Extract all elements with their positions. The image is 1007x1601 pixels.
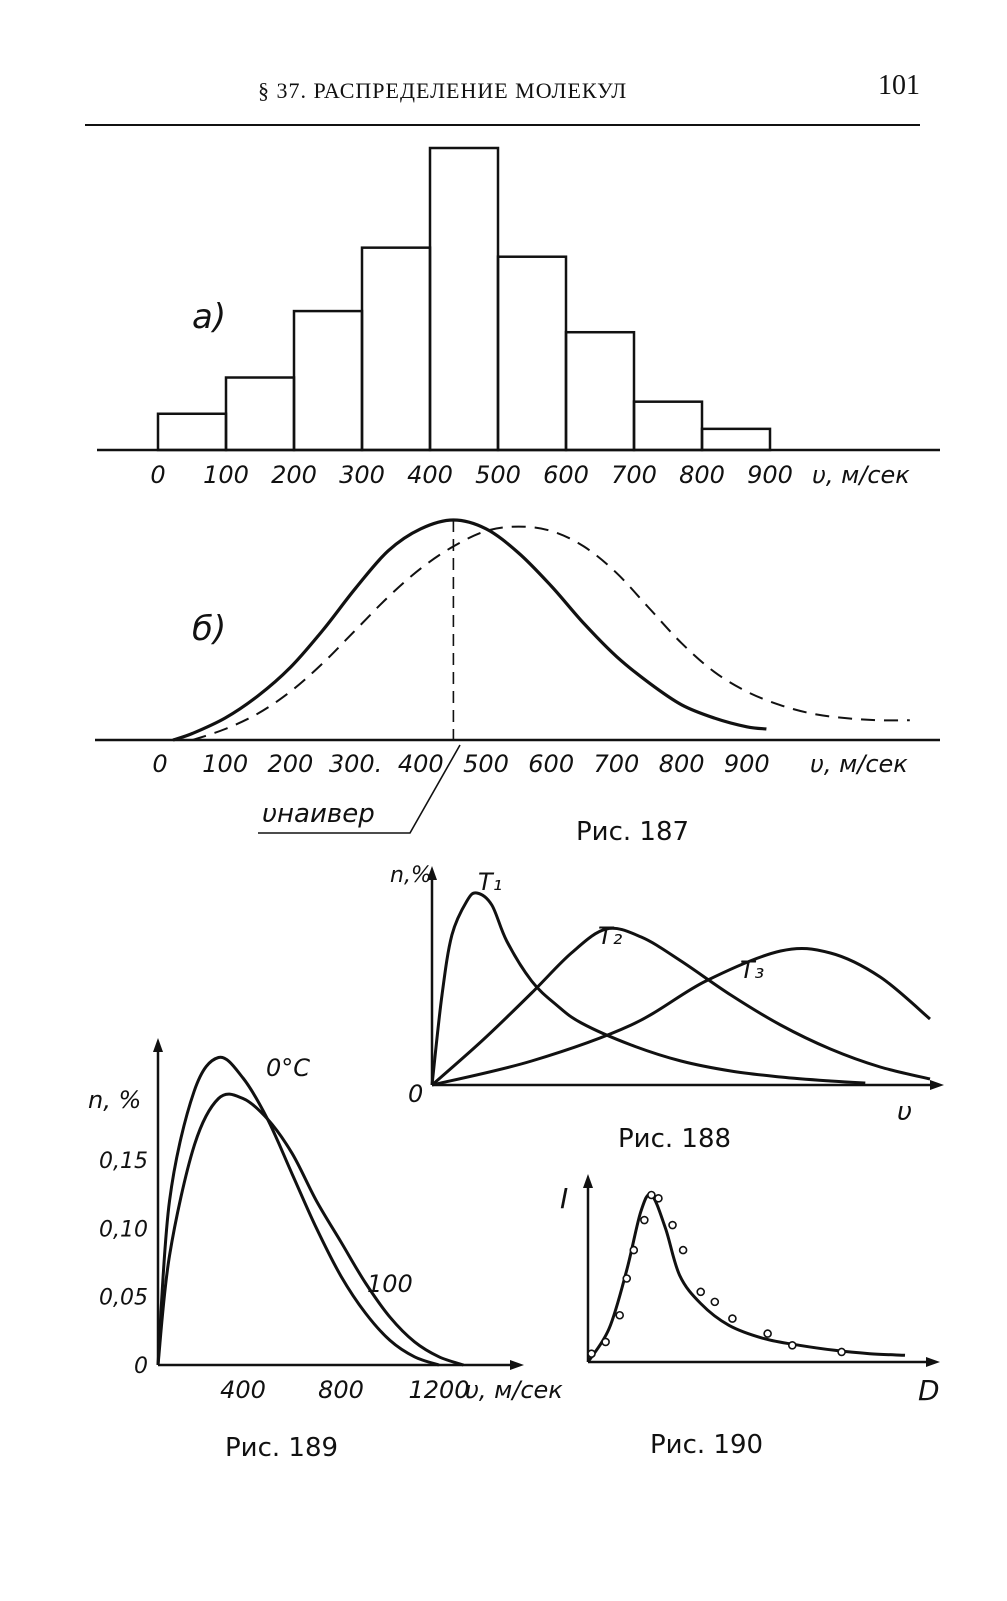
fig189-tick-label: 0,10 — [99, 1217, 148, 1243]
fig190-y-label: I — [560, 1182, 569, 1215]
fig188-curve — [432, 893, 865, 1085]
fig190-curve — [588, 1194, 905, 1362]
fig188-series-label: T₂ — [598, 922, 623, 950]
fig190-data-point — [616, 1312, 623, 1319]
fig189-tick-label: 0,05 — [99, 1285, 148, 1311]
fig187b-tick-label: 700 — [593, 750, 640, 778]
fig187b-curve-solid — [173, 520, 766, 740]
fig187a-tick-label: 500 — [475, 461, 521, 489]
fig187a-bar — [226, 378, 294, 450]
fig190-data-point — [630, 1247, 637, 1254]
figure-188-caption: Рис. 188 — [618, 1124, 732, 1154]
running-header-title: § 37. РАСПРЕДЕЛЕНИЕ МОЛЕКУЛ — [258, 78, 628, 103]
fig190-data-point — [697, 1288, 704, 1295]
fig187a-tick-label: 900 — [747, 461, 793, 489]
fig189-x-label: υ, м/сек — [465, 1376, 563, 1404]
fig189-tick-label: 400 — [220, 1376, 266, 1404]
fig188-y-label: n,% — [390, 863, 432, 888]
fig187a-tick-label: 100 — [203, 461, 249, 489]
fig187b-tick-label: 200 — [267, 750, 314, 778]
fig189-curve — [158, 1094, 464, 1365]
figure-187-caption: Рис. 187 — [576, 817, 690, 847]
figure-189-caption: Рис. 189 — [225, 1433, 339, 1463]
fig187a-tick-label: 800 — [679, 461, 725, 489]
fig189-tick-label: 1200 — [408, 1376, 470, 1404]
fig188-x-label: υ — [897, 1097, 913, 1127]
fig187a-tick-label: 0 — [150, 461, 166, 489]
fig190-x-label: D — [918, 1374, 940, 1407]
fig190-data-point — [669, 1222, 676, 1229]
fig190-data-point — [588, 1350, 595, 1357]
fig190-data-point — [680, 1247, 687, 1254]
fig190-x-arrow — [926, 1357, 940, 1367]
fig187a-panel-label: а) — [192, 297, 227, 337]
fig187a-bar — [566, 332, 634, 450]
fig187a-tick-label: 200 — [271, 461, 317, 489]
fig188-origin-label: 0 — [408, 1080, 424, 1108]
fig189-y-arrow — [153, 1038, 163, 1052]
fig187b-panel-label: б) — [192, 609, 227, 649]
fig190-data-point — [655, 1195, 662, 1202]
fig187b-tick-label: 100 — [202, 750, 249, 778]
fig187a-tick-label: 400 — [407, 461, 453, 489]
fig190-data-point — [648, 1192, 655, 1199]
fig190-y-arrow — [583, 1174, 593, 1188]
fig190-data-point — [729, 1315, 736, 1322]
fig187b-tick-label: 800 — [658, 750, 705, 778]
fig189-x-arrow — [510, 1360, 524, 1370]
fig189-tick-label: 0 — [134, 1354, 148, 1379]
fig190-data-point — [838, 1348, 845, 1355]
fig187a-bar — [294, 311, 362, 450]
fig187a-bar — [362, 248, 430, 450]
fig187a-bar — [158, 414, 226, 450]
fig187b-axis-label: υ, м/сек — [810, 750, 908, 778]
fig187a-bar — [430, 148, 498, 450]
fig190-data-point — [641, 1217, 648, 1224]
fig187b-tick-label: 600 — [528, 750, 575, 778]
fig190-data-point — [711, 1298, 718, 1305]
fig187a-tick-label: 600 — [543, 461, 589, 489]
fig188-x-arrow — [930, 1080, 944, 1090]
fig189-series-label: 100 — [367, 1270, 413, 1298]
fig188-series-label: T₁ — [478, 868, 503, 896]
fig188-series-label: T₃ — [740, 956, 765, 984]
fig187b-tick-label: 400 — [397, 750, 444, 778]
fig190-data-point — [789, 1342, 796, 1349]
page-number: 101 — [878, 70, 920, 101]
fig187b-tick-label: 500 — [463, 750, 509, 778]
fig190-data-point — [602, 1338, 609, 1345]
fig187a-bar — [702, 429, 770, 450]
fig190-data-point — [764, 1330, 771, 1337]
fig187a-tick-label: 700 — [611, 461, 657, 489]
fig189-y-label: n, % — [88, 1086, 142, 1114]
fig187b-tick-label: 0 — [152, 750, 168, 778]
fig187b-curve-dashed — [193, 527, 910, 740]
fig189-series-label: 0°C — [266, 1054, 311, 1082]
fig187b-tick-label: 300. — [328, 750, 383, 778]
fig187b-tick-label: 900 — [723, 750, 770, 778]
fig189-tick-label: 0,15 — [99, 1149, 148, 1174]
fig190-data-point — [623, 1275, 630, 1282]
figure-190-caption: Рис. 190 — [650, 1430, 764, 1460]
fig187b-annotation: υнаивер — [262, 799, 375, 829]
fig187a-bar — [634, 402, 702, 450]
fig189-curve — [158, 1057, 439, 1365]
fig187a-tick-label: 300 — [339, 461, 385, 489]
fig187a-axis-label: υ, м/сек — [812, 461, 910, 489]
fig187a-bar — [498, 257, 566, 450]
fig189-tick-label: 800 — [318, 1376, 364, 1404]
